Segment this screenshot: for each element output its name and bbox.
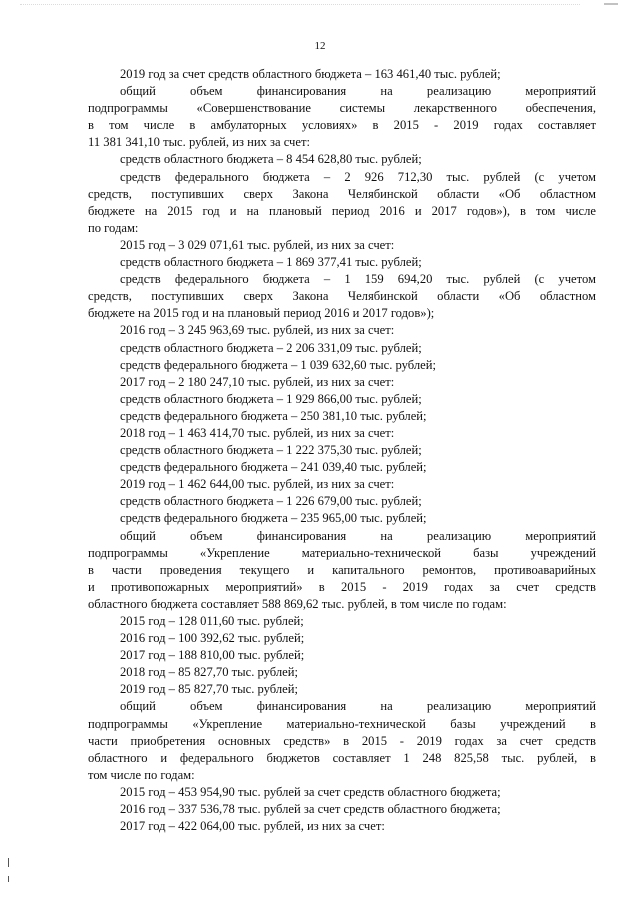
text-line: подпрограммы «Совершенствование системы лекарственного обеспечения, (88, 101, 596, 116)
text-line: подпрограммы «Укрепление материально-технической базы учреждений (88, 545, 596, 560)
text-line: средств областного бюджета – 8 454 628,80 тыс. рублей; (120, 152, 422, 167)
scan-margin-mark (8, 876, 9, 882)
text-line: средств федерального бюджета – 1 039 632,60 тыс. рублей; (120, 357, 436, 372)
text-line: 2017 год – 2 180 247,10 тыс. рублей, из них за счет: (120, 374, 395, 389)
paragraph (88, 66, 596, 83)
paragraph (88, 425, 596, 442)
paragraph (88, 681, 596, 698)
text-line: средств, поступивших сверх Закона Челябинской области «Об областном (88, 289, 596, 304)
paragraph (88, 613, 596, 630)
text-line: бюджете на 2015 год и на плановый период 2016 и 2017 годов»); (88, 306, 435, 321)
paragraph (88, 801, 596, 818)
paragraph (88, 647, 596, 664)
text-line: 2017 год – 188 810,00 тыс. рублей; (120, 648, 305, 663)
text-line: бюджете на 2015 год и на плановый период 2016 и 2017 годов»), в том числе (88, 203, 596, 218)
text-line: в том числе в амбулаторных условиях» в 2015 - 2019 годах составляет (88, 118, 596, 133)
text-line: средств федерального бюджета – 2 926 712,30 тыс. рублей (с учетом (120, 169, 596, 184)
paragraph (88, 476, 596, 493)
paragraph (88, 459, 596, 476)
text-line: и противопожарных мероприятий» в 2015 - 2019 годах за счет средств (88, 579, 596, 594)
paragraph (88, 698, 596, 783)
paragraph (88, 408, 596, 425)
text-line: средств федерального бюджета – 250 381,10 тыс. рублей; (120, 408, 427, 423)
paragraph (88, 818, 596, 835)
paragraph (88, 357, 596, 374)
text-line: областного бюджета составляет 588 869,62 тыс. рублей, в том числе по годам: (88, 596, 507, 611)
paragraph (88, 510, 596, 527)
text-line: средств федерального бюджета – 241 039,40 тыс. рублей; (120, 460, 427, 475)
text-line: в части проведения текущего и капитального ремонтов, противоаварийных (88, 562, 596, 577)
text-line: средств областного бюджета – 2 206 331,09 тыс. рублей; (120, 340, 422, 355)
text-line: 2019 год за счет средств областного бюджета – 163 461,40 тыс. рублей; (120, 67, 501, 81)
text-line: общий объем финансирования на реализацию мероприятий (120, 84, 596, 99)
paragraph (88, 391, 596, 408)
paragraph (88, 322, 596, 339)
text-line: 2018 год – 85 827,70 тыс. рублей; (120, 665, 298, 680)
text-line: средств областного бюджета – 1 929 866,00 тыс. рублей; (120, 391, 422, 406)
text-line: средств областного бюджета – 1 869 377,41 тыс. рублей; (120, 255, 422, 270)
text-line: средств федерального бюджета – 235 965,00 тыс. рублей; (120, 511, 427, 526)
document-body (88, 66, 596, 835)
text-line: 2019 год – 85 827,70 тыс. рублей; (120, 682, 298, 697)
paragraph (88, 493, 596, 510)
page-number: 12 (314, 40, 326, 52)
paragraph (88, 664, 596, 681)
text-line: 2015 год – 3 029 071,61 тыс. рублей, из них за счет: (120, 237, 395, 252)
text-line: 2018 год – 1 463 414,70 тыс. рублей, из них за счет: (120, 425, 395, 440)
paragraph (88, 784, 596, 801)
paragraph (88, 374, 596, 391)
text-line: средств федерального бюджета – 1 159 694,20 тыс. рублей (с учетом (120, 272, 596, 287)
text-line: 2016 год – 100 392,62 тыс. рублей; (120, 631, 305, 646)
text-line: 2016 год – 337 536,78 тыс. рублей за счет средств областного бюджета; (120, 802, 501, 817)
text-line: подпрограммы «Укрепление материально-технической базы учреждений в (88, 716, 596, 731)
paragraph (88, 151, 596, 168)
text-line: средств областного бюджета – 1 222 375,30 тыс. рублей; (120, 443, 422, 458)
text-line: общий объем финансирования на реализацию мероприятий (120, 699, 596, 714)
text-line: 2015 год – 453 954,90 тыс. рублей за счет средств областного бюджета; (120, 784, 501, 799)
text-line: средств областного бюджета – 1 226 679,00 тыс. рублей; (120, 494, 422, 509)
paragraph (88, 169, 596, 237)
scan-corner-mark (604, 3, 618, 5)
paragraph (88, 442, 596, 459)
text-line: 2016 год – 3 245 963,69 тыс. рублей, из них за счет: (120, 323, 395, 338)
paragraph (88, 630, 596, 647)
paragraph (88, 528, 596, 613)
paragraph (88, 340, 596, 357)
text-line: средств, поступивших сверх Закона Челябинской области «Об областном (88, 186, 596, 201)
text-line: том числе по годам: (88, 767, 195, 782)
paragraph (88, 271, 596, 322)
text-line: 2019 год – 1 462 644,00 тыс. рублей, из них за счет: (120, 477, 395, 492)
paragraph (88, 83, 596, 151)
text-line: 2017 год – 422 064,00 тыс. рублей, из них за счет: (120, 819, 385, 834)
text-line: общий объем финансирования на реализацию мероприятий (120, 528, 596, 543)
paragraph (88, 254, 596, 271)
paragraph (88, 237, 596, 254)
text-line: 11 381 341,10 тыс. рублей, из них за счет: (88, 135, 310, 150)
scan-header-noise (20, 4, 580, 7)
text-line: областного и федерального бюджетов составляет 1 248 825,58 тыс. рублей, в (88, 750, 596, 765)
text-line: по годам: (88, 220, 139, 235)
scan-margin-mark (8, 858, 9, 867)
text-line: части приобретения основных средств» в 2015 - 2019 годах за счет средств (88, 733, 596, 748)
text-line: 2015 год – 128 011,60 тыс. рублей; (120, 614, 304, 628)
